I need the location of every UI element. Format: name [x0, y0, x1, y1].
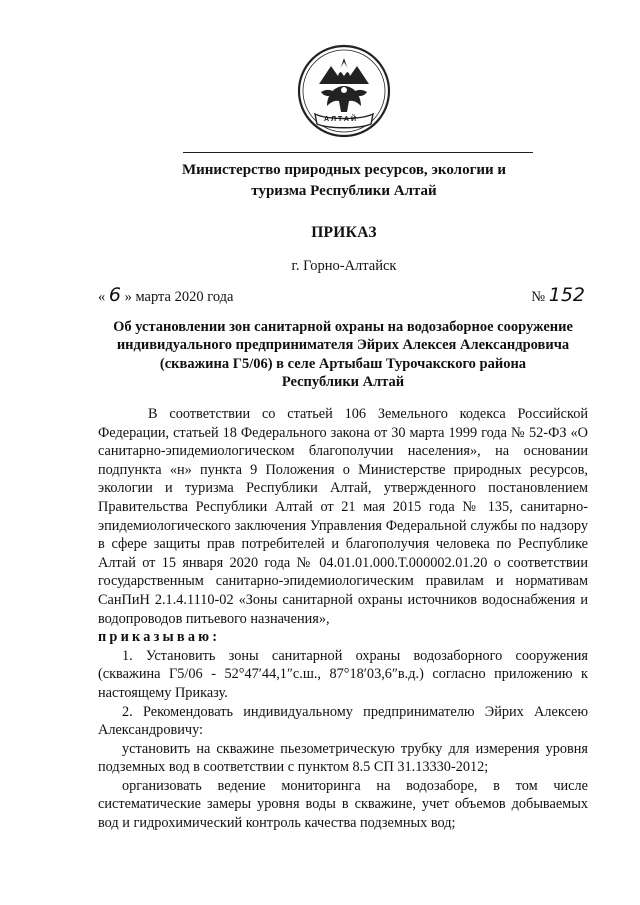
ministry-line-2: туризма Республики Алтай [251, 183, 437, 199]
subject-line-3: (скважина Г5/06) в селе Артыбаш Турочакского района [159, 355, 527, 372]
number-prefix: № [531, 289, 546, 305]
ministry-line-1: Министерство природных ресурсов, экологии и [181, 162, 507, 178]
document-number [531, 284, 585, 306]
subject-line-1: Об установлении зон санитарной охраны на водозаборное сооружение [113, 319, 573, 335]
number-handwritten: 152 [548, 284, 585, 306]
document-body [98, 405, 588, 833]
document-title: ПРИКАЗ [311, 224, 377, 241]
republic-emblem-icon [297, 44, 391, 138]
preamble-paragraph: В соответствии со статьей 106 Земельного кодекса Российской Федерации, статьей 18 Федерального закона от 30 марта 1999 года № 52-ФЗ «О санитарно-эпидемиологическом благополучии населения», на основании подпункта «н» пункта 9 Положения о Министерстве природных ресурсов, экологии и туризма Республики Алтай, утвержденного постановлением Правительства Республики Алтай от 21 мая 2015 года № 135, санитарно-эпидемиологического заключения Управления Федеральной службы по надзору в сфере защиты прав потребителей и благополучия человека по Республике Алтай от 15 января 2020 года № 04.01.01.000.Т.000002.01.20 о соответствии государственным санитарно-эпидемиологическим правилам и нормативам СанПиН 2.1.4.1110-02 «Зоны санитарной охраны источников водоснабжения и водопроводов питьевого назначения», [98, 406, 588, 627]
date-day-handwritten: 6 [108, 284, 121, 306]
order-directive: приказываю: [98, 629, 221, 646]
subject-line-4: Республики Алтай [281, 374, 405, 391]
order-item-2: 2. Рекомендовать индивидуальному предпринимателю Эйрих Алексею Александровичу: [98, 703, 588, 739]
document-city: г. Горно-Алтайск [291, 258, 397, 274]
order-subitem-1: установить на скважине пьезометрическую трубку для измерения уровня подземных вод в соответствии с пунктом 8.5 СП 31.13330-2012; [98, 740, 588, 776]
order-subitem-2: организовать ведение мониторинга на водозаборе, в том числе систематические замеры уровня воды в скважине, учет объемов добываемых вод и гидрохимический контроль качества подземных вод; [98, 777, 588, 832]
ministry-name [110, 160, 578, 202]
date-open-quote: « [98, 289, 106, 305]
order-item-1: 1. Установить зоны санитарной охраны водозаборного сооружения (скважина Г5/06 - 52°47′44,1″с.ш., 87°18′03,6″в.д.) согласно приложению к настоящему Приказу. [98, 647, 588, 701]
header-divider [183, 152, 533, 153]
date-rest: » марта 2020 года [124, 289, 234, 305]
subject-line-2: индивидуального предпринимателя Эйрих Алексея Александровича [116, 337, 570, 354]
emblem-label: АЛТАЙ [324, 116, 358, 123]
document-subject [98, 318, 588, 392]
document-date [98, 284, 233, 306]
